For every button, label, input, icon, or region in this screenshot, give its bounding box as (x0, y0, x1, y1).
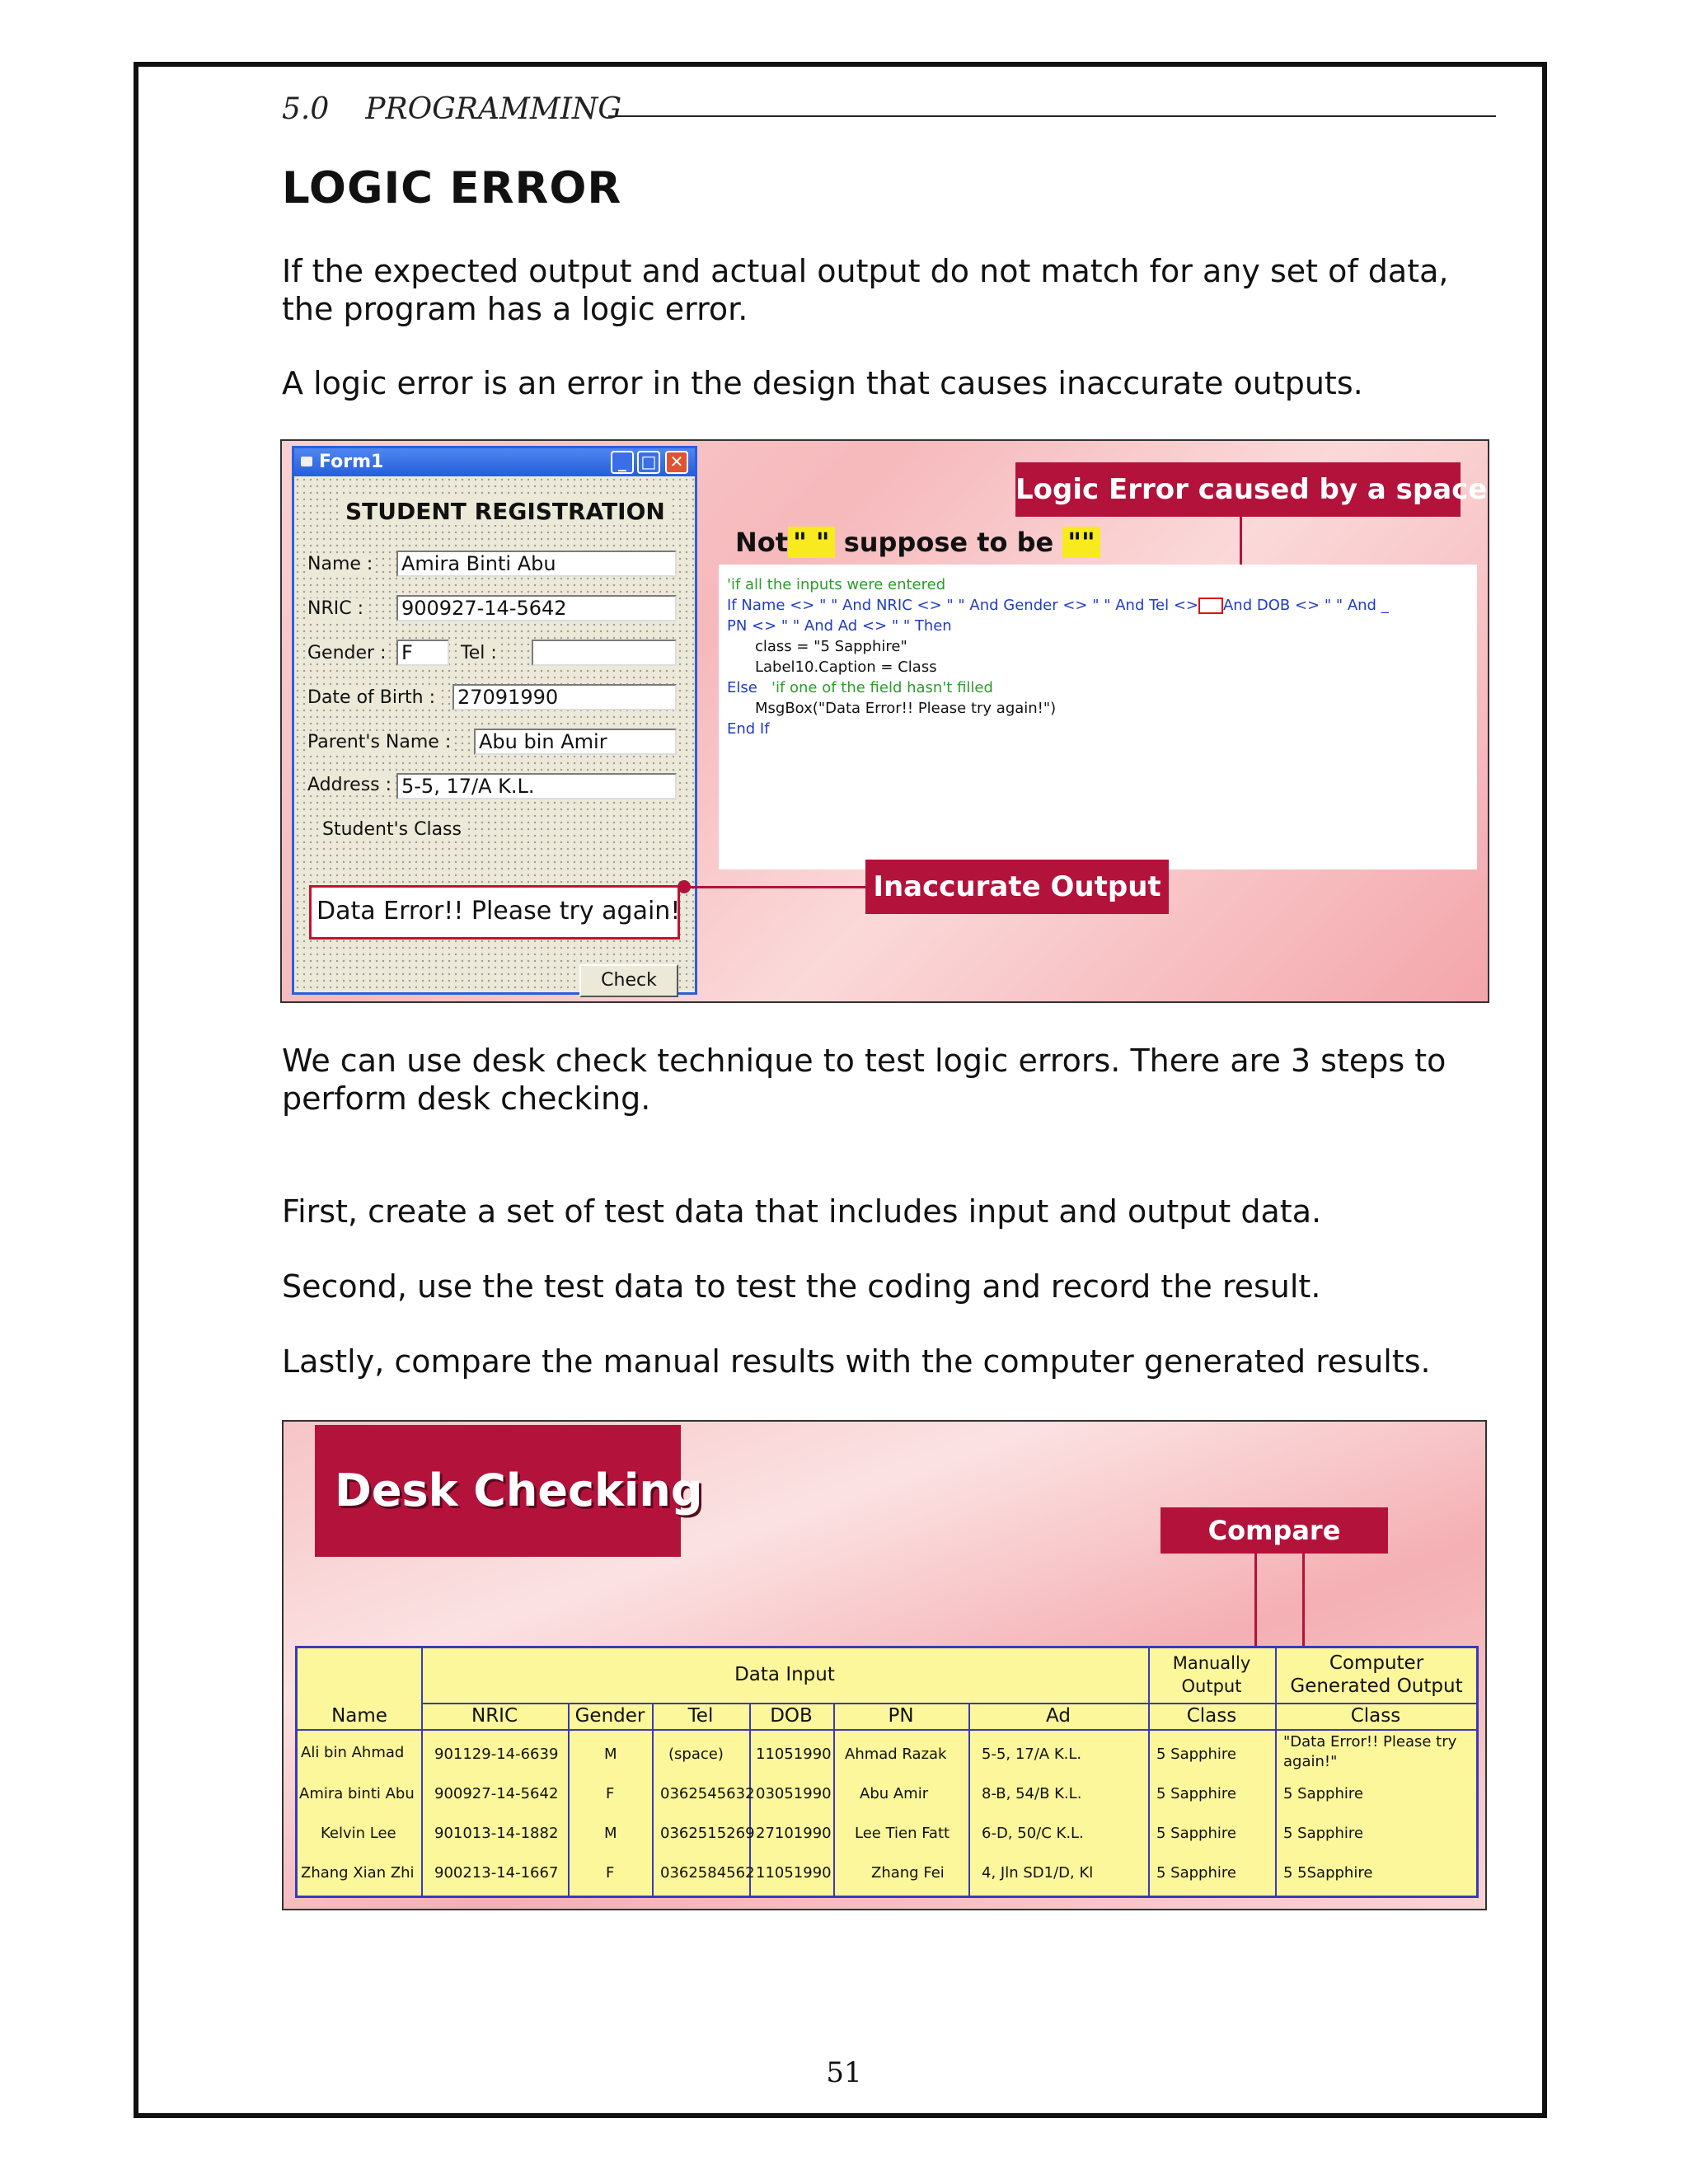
window-titlebar (294, 448, 695, 476)
inaccurate-dot (678, 880, 691, 893)
cell-ad: 6-D, 50/C K.L. (982, 1825, 1084, 1842)
logic-error-callout: Logic Error caused by a space (1015, 462, 1461, 517)
code-comment-1: 'if all the inputs were entered (727, 576, 946, 593)
cell-pn: Lee Tien Fatt (855, 1825, 950, 1842)
gender-label: Gender : (307, 643, 387, 663)
code-line-endif: End If (727, 720, 770, 738)
page-number: 51 (826, 2056, 862, 2089)
paragraph-2: A logic error is an error in the design that causes inaccurate outputs. (282, 365, 1363, 401)
cell-computer-class: "Data Error!! Please try again!" (1283, 1733, 1457, 1770)
app-icon (301, 457, 312, 466)
desk-checking-figure (282, 1420, 1487, 1910)
col-header-gender: Gender (574, 1705, 645, 1727)
parent-label: Parent's Name : (307, 732, 452, 752)
header-rule (608, 115, 1496, 117)
cell-dob: 27101990 (756, 1825, 832, 1842)
code-line-class: class = "5 Sapphire" (755, 638, 907, 655)
cell-computer-class: 5 Sapphire (1283, 1825, 1363, 1842)
dob-field[interactable]: 27091990 (452, 684, 677, 710)
col-header-name: Name (331, 1705, 387, 1727)
form-body (294, 476, 695, 992)
not-value: " " (788, 527, 834, 558)
section-title: PROGRAMMING (365, 92, 622, 126)
cell-dob: 11051990 (756, 1746, 832, 1763)
cell-gender: M (604, 1825, 617, 1842)
space-highlight-box (1198, 598, 1223, 614)
cell-nric: 901013-14-1882 (434, 1825, 559, 1842)
form-heading: STUDENT REGISTRATION (342, 498, 668, 525)
suppose-text: suppose to be (843, 527, 1054, 558)
code-else-comment: 'if one of the field hasn't filled (771, 679, 993, 696)
output-label: Data Error!! Please try again! (309, 885, 680, 940)
code-panel (719, 565, 1477, 869)
cell-name: Amira binti Abu (299, 1785, 415, 1802)
cell-computer-class: 5 Sapphire (1283, 1785, 1363, 1802)
inaccurate-connector (684, 886, 867, 888)
parent-field[interactable]: Abu bin Amir (474, 729, 677, 755)
cell-tel: 0362584562 (660, 1864, 755, 1882)
cell-tel: 0362515269 (660, 1825, 755, 1842)
cell-nric: 900927-14-5642 (434, 1785, 559, 1802)
gender-field[interactable]: F (396, 640, 449, 666)
cell-computer-class: 5 5Sapphire (1283, 1864, 1373, 1882)
cell-name: Ali bin Ahmad (301, 1744, 405, 1761)
cell-name: Zhang Xian Zhi (301, 1864, 415, 1882)
code-line-caption: Label10.Caption = Class (755, 658, 937, 676)
form-window (292, 446, 697, 995)
cell-tel: 0362545632 (660, 1785, 755, 1802)
window-title: Form1 (319, 452, 384, 472)
computer-output-header: Computer Generated Output (1290, 1652, 1463, 1697)
tel-field[interactable] (532, 640, 677, 666)
address-field[interactable]: 5-5, 17/A K.L. (396, 773, 677, 799)
check-button[interactable]: Check (579, 964, 678, 997)
code-else-keyword: Else (727, 679, 757, 696)
paragraph-4: First, create a set of test data that includes input and output data. (282, 1193, 1322, 1230)
desk-checking-banner: Desk Checking (315, 1425, 681, 1557)
section-number: 5.0 (282, 92, 330, 126)
code-line-if (727, 595, 1469, 616)
col-header-nric: NRIC (471, 1705, 518, 1727)
address-label: Address : (307, 775, 392, 795)
cell-pn: Abu Amir (860, 1785, 929, 1802)
minimize-icon[interactable]: _ (611, 451, 634, 474)
code-line-then: PN <> " " And Ad <> " " Then (727, 617, 952, 635)
name-label: Name : (307, 554, 373, 574)
code-line-else (727, 677, 1469, 698)
class-label: Student's Class (322, 819, 462, 840)
cell-ad: 5-5, 17/A K.L. (982, 1746, 1082, 1763)
cell-pn: Ahmad Razak (845, 1746, 947, 1763)
dob-label: Date of Birth : (307, 687, 435, 708)
page-title: LOGIC ERROR (282, 163, 622, 213)
code-line-msgbox: MsgBox("Data Error!! Please try again!") (755, 700, 1057, 717)
name-field[interactable]: Amira Binti Abu (396, 551, 677, 577)
maximize-icon[interactable]: □ (637, 451, 660, 474)
logic-error-figure (280, 439, 1489, 1003)
code-if-part-1: If Name <> " " And NRIC <> " " And Gender <> " " And Tel <> (727, 597, 1198, 614)
cell-dob: 03051990 (756, 1785, 832, 1802)
not-suppose-note (735, 527, 1100, 558)
cell-pn: Zhang Fei (871, 1864, 945, 1882)
inaccurate-output-callout: Inaccurate Output (865, 860, 1169, 914)
col-header-tel: Tel (687, 1705, 714, 1727)
cell-name: Kelvin Lee (321, 1825, 396, 1842)
cell-dob: 11051990 (756, 1864, 832, 1882)
cell-ad: 4, Jln SD1/D, Kl (982, 1864, 1094, 1882)
cell-nric: 901129-14-6639 (434, 1746, 559, 1763)
paragraph-3: We can use desk check technique to test logic errors. There are 3 steps to perform desk checking. (282, 1043, 1447, 1117)
running-header (282, 92, 621, 126)
paragraph-1: If the expected output and actual output do not match for any set of data, the program has a logic error. (282, 253, 1449, 327)
not-prefix: Not (735, 527, 789, 558)
paragraph-6: Lastly, compare the manual results with the computer generated results. (282, 1343, 1431, 1380)
close-icon[interactable]: ✕ (665, 451, 688, 474)
cell-manual-class: 5 Sapphire (1156, 1825, 1236, 1842)
suppose-value: "" (1062, 527, 1100, 558)
col-header-dob: DOB (770, 1705, 813, 1727)
cell-ad: 8-B, 54/B K.L. (982, 1785, 1082, 1802)
cell-tel: (space) (668, 1746, 724, 1763)
cell-nric: 900213-14-1667 (434, 1864, 559, 1882)
manual-output-header: Manually Output (1172, 1653, 1251, 1696)
nric-field[interactable]: 900927-14-5642 (396, 595, 677, 621)
cell-manual-class: 5 Sapphire (1156, 1746, 1236, 1763)
tel-label: Tel : (461, 643, 497, 663)
cell-manual-class: 5 Sapphire (1156, 1785, 1236, 1802)
data-input-header: Data Input (734, 1664, 835, 1685)
nric-label: NRIC : (307, 598, 363, 619)
cell-gender: F (606, 1785, 615, 1802)
code-if-part-2: And DOB <> " " And _ (1222, 597, 1389, 614)
col-header-ad: Ad (1046, 1705, 1071, 1727)
col-header-computer-class: Class (1350, 1705, 1401, 1727)
paragraph-5: Second, use the test data to test the coding and record the result. (282, 1268, 1321, 1305)
compare-callout: Compare (1160, 1507, 1388, 1554)
col-header-manual-class: Class (1186, 1705, 1237, 1727)
cell-manual-class: 5 Sapphire (1156, 1864, 1236, 1882)
col-header-pn: PN (888, 1705, 914, 1727)
desk-check-table (295, 1646, 1479, 1898)
cell-gender: F (606, 1864, 615, 1882)
cell-gender: M (604, 1746, 617, 1763)
